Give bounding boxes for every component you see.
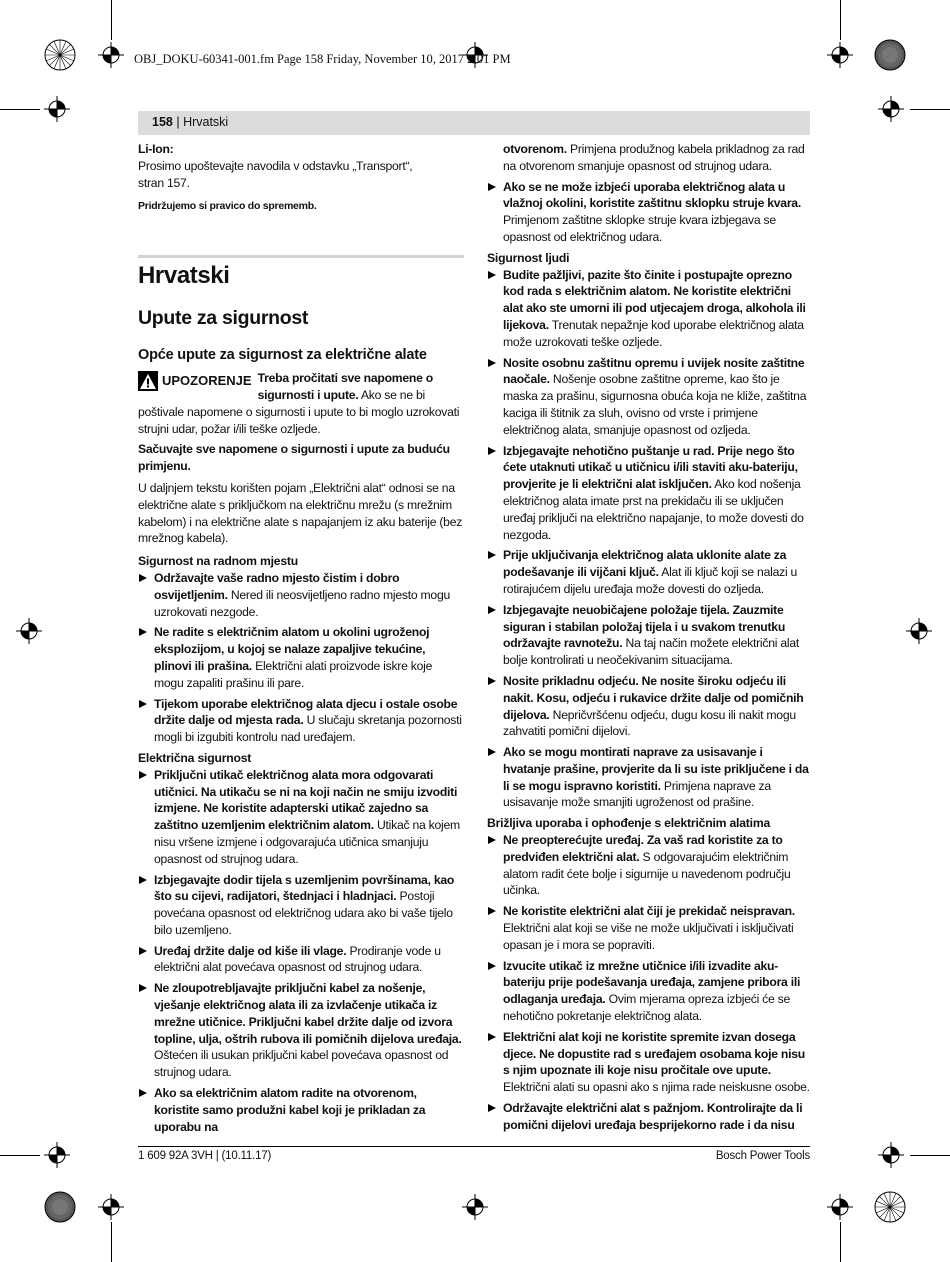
crop-line	[840, 1222, 841, 1262]
list-item: Ne preopterećujte uređaj. Za vaš rad koristite za to predviđen električni alat. S odgovarajućim električnim alatom radit ćete bolje i sigurnije u navedenom području učinka.	[487, 832, 810, 899]
crop-line	[0, 1155, 40, 1156]
bullet-arrow-icon	[488, 606, 496, 614]
page-number: 158	[152, 115, 173, 129]
footer-doc-code: 1 609 92A 3VH | (10.11.17)	[138, 1150, 272, 1162]
warning-bold: Treba pročitati sve napomene o sigurnosti i upute.	[257, 371, 433, 402]
crosshair-top-right	[827, 42, 853, 68]
electrical-title: Električna sigurnost	[138, 750, 252, 765]
bullet-arrow-icon	[139, 628, 147, 636]
people-list	[487, 267, 810, 812]
crop-line	[910, 1155, 950, 1156]
column-left	[138, 141, 464, 1139]
workplace-title: Sigurnost na radnom mjestu	[138, 554, 299, 569]
warning-icon	[138, 371, 158, 391]
bullet-arrow-icon	[488, 962, 496, 970]
crop-line	[111, 0, 112, 40]
term-text: U daljnjem tekstu korišten pojam „Električni alat“ odnosi se na električne alate s priključkom na električnu mrežu (s mrežnim kabelom) i na električne alate s napajanjem iz aku baterije (bez mrežnog kabela).	[138, 480, 463, 546]
crop-line	[910, 109, 950, 110]
list-item: Održavajte vaše radno mjesto čistim i dobro osvijetljenim. Nered ili neosvijetljeno radno mjesto mogu uzrokovati nezgode.	[138, 570, 464, 620]
bullet-arrow-icon	[488, 1104, 496, 1112]
registration-mark-top-right	[873, 38, 907, 72]
list-item: Nosite osobnu zaštitnu opremu i uvijek nosite zaštitne naočale. Nošenje osobne zaštitne opreme, kao što je maska za prašinu, sigurnosna obuća koja ne kliže, zaštitna kaciga ili štitnik za sluh, ovisno od vrste i primjene električnog alata, smanjuje opasnost od ozljeda.	[487, 355, 810, 439]
section-rule	[138, 255, 464, 258]
bullet-arrow-icon	[488, 359, 496, 367]
save-instructions: Sačuvajte sve napomene o sigurnosti i upute za buduću primjenu.	[138, 442, 450, 474]
header-language: Hrvatski	[183, 115, 229, 129]
crosshair-top-left	[98, 42, 124, 68]
list-item: Ako se mogu montirati naprave za usisavanje i hvatanje prašine, provjerite da li su iste priključene i da li se mogu ispravno koristiti. Primjena naprave za usisavanje može smanjiti ugroženost od prašine.	[487, 744, 810, 811]
continued-list	[487, 179, 810, 246]
liion-text: Prosimo upoštevajte navodila v odstavku „Transport“, stran 157.	[138, 158, 413, 190]
list-item: Prije uključivanja električnog alata uklonite alate za podešavanje ili vijčani ključ. Alat ili ključ koji se nalazi u rotirajućem dijelu uređaja može dovesti do ozljeda.	[487, 547, 810, 597]
handling-list	[487, 832, 810, 1134]
subject-to-change: Pridržujemo si pravico do sprememb.	[138, 200, 317, 213]
page-header	[138, 111, 810, 135]
list-item: Električni alat koji ne koristite spremite izvan dosega djece. Ne dopustite rad s uređajem osobama koje nisu s njim upoznate ili koje nisu pročitale ove upute. Električni alati su opasni ako s njima rade neiskusne osobe.	[487, 1029, 810, 1096]
bullet-arrow-icon	[488, 1033, 496, 1041]
workplace-list	[138, 570, 464, 746]
continued-paragraph: otvorenom. Primjena produžnog kabela prikladnog za rad na otvorenom smanjuje opasnost od strujnog udara.	[503, 142, 805, 173]
registration-mark-bottom-right	[873, 1190, 907, 1224]
footer-brand: Bosch Power Tools	[715, 1150, 810, 1162]
people-title: Sigurnost ljudi	[487, 250, 570, 265]
header-separator: |	[172, 115, 184, 129]
crosshair-bottom-center	[462, 1194, 488, 1220]
bullet-arrow-icon	[139, 700, 147, 708]
crop-line	[840, 0, 841, 40]
crop-line	[111, 1222, 112, 1262]
crosshair-bottom-right	[827, 1194, 853, 1220]
warning-label: UPOZORENJE	[162, 372, 252, 388]
warning-block	[138, 370, 464, 437]
list-item: Ne radite s električnim alatom u okolini ugroženoj eksplozijom, u kojoj se nalaze zapaljive tekućine, plinovi ili prašina. Električni alati proizvode iskre koje mogu zapaliti prašinu ili pare.	[138, 624, 464, 691]
list-item: Izbjegavajte neuobičajene položaje tijela. Zauzmite siguran i stabilan položaj tijela i u svakom trenutku održavajte ravnotežu. Na taj način možete električni alat bolje kontrolirati u neočekivanim situacijama.	[487, 602, 810, 669]
crosshair-left-upper	[44, 96, 70, 122]
crosshair-left-lower	[44, 1142, 70, 1168]
footer-rule	[138, 1146, 810, 1147]
list-item: Tijekom uporabe električnog alata djecu i ostale osobe držite dalje od mjesta rada. U slučaju skretanja pozornosti mogli bi izgubiti kontrolu nad uređajem.	[138, 696, 464, 746]
list-item: Ne koristite električni alat čiji je prekidač neispravan. Električni alat koji se više ne može uključivati i isključivati opasan je i mora se popraviti.	[487, 903, 810, 953]
bullet-arrow-icon	[139, 574, 147, 582]
bullet-arrow-icon	[488, 447, 496, 455]
list-item: Izbjegavajte nehotično puštanje u rad. Prije nego što ćete utaknuti utikač u utičnicu i/ili staviti aku-bateriju, provjerite je li električni alat isključen. Ako kod nošenja električnog alata imate prst na prekidaču ili se uključen uređaj priključi na električno napajanje, to može dovesti do nezgoda.	[487, 443, 810, 544]
bullet-arrow-icon	[139, 984, 147, 992]
crosshair-right-middle	[906, 618, 932, 644]
bullet-arrow-icon	[488, 677, 496, 685]
crosshair-right-lower	[878, 1142, 904, 1168]
language-heading: Hrvatski	[138, 262, 230, 290]
liion-title: Li-Ion:	[138, 142, 174, 156]
list-item: Ako se ne može izbjeći uporaba električnog alata u vlažnoj okolini, koristite zaštitnu sklopku struje kvara. Primjenom zaštitne sklopke struje kvara izbjegava se opasnost od električnog udara.	[487, 179, 810, 246]
list-item: Budite pažljivi, pazite što činite i postupajte oprezno kod rada s električnim alatom. Ne koristite električni alat ako ste umorni ili pod utjecajem droga, alkohola ili lijekova. Trenutak nepažnje kod uporabe električnog alata može uzrokovati teške ozljede.	[487, 267, 810, 351]
safety-heading: Upute za sigurnost	[138, 307, 309, 330]
registration-mark-bottom-left	[43, 1190, 77, 1224]
registration-mark-top-left	[43, 38, 77, 72]
list-item: Izvucite utikač iz mrežne utičnice i/ili izvadite aku-bateriju prije podešavanja uređaja, zamjene pribora ili odlaganja uređaja. Ovim mjerama opreza izbjeći će se nehotično pokretanje električnog alata.	[487, 958, 810, 1025]
list-item: Ne zloupotrebljavajte priključni kabel za nošenje, vješanje električnog alata ili za izvlačenje utikača iz mrežne utičnice. Priključni kabel držite dalje od izvora topline, ulja, oštrih rubova ili pomičnih dijelova uređaja. Oštećen ili usukan priključni kabel povećava opasnost od strujnog udara.	[138, 980, 464, 1081]
crosshair-bottom-left	[98, 1194, 124, 1220]
column-right	[487, 141, 810, 1138]
bullet-arrow-icon	[488, 836, 496, 844]
bullet-arrow-icon	[488, 907, 496, 915]
bullet-arrow-icon	[139, 947, 147, 955]
bullet-arrow-icon	[139, 771, 147, 779]
warning-text: Ako se ne bi poštivale napomene o sigurnosti i upute to bi moglo uzrokovati strujni udar, požar i/ili teške ozljede.	[138, 387, 460, 436]
bullet-arrow-icon	[488, 748, 496, 756]
bullet-arrow-icon	[488, 551, 496, 559]
print-info: OBJ_DOKU-60341-001.fm Page 158 Friday, November 10, 2017 2:01 PM	[134, 52, 511, 66]
handling-title: Brižljiva uporaba i ophođenje s električnim alatima	[487, 816, 771, 831]
list-item: Uređaj držite dalje od kiše ili vlage. Prodiranje vode u električni alat povećava opasnost od strujnog udara.	[138, 943, 464, 977]
bullet-arrow-icon	[139, 1089, 147, 1097]
list-item: Ako sa električnim alatom radite na otvorenom, koristite samo produžni kabel koji je prikladan za uporabu na	[138, 1085, 464, 1135]
bullet-arrow-icon	[139, 876, 147, 884]
bullet-arrow-icon	[488, 271, 496, 279]
general-safety-heading: Opće upute za sigurnost za električne alate	[138, 347, 427, 364]
crosshair-left-middle	[16, 618, 42, 644]
warning-badge	[138, 371, 252, 391]
crosshair-right-upper	[878, 96, 904, 122]
list-item: Izbjegavajte dodir tijela s uzemljenim površinama, kao što su cijevi, radijatori, štednjaci i hladnjaci. Postoji povećana opasnost od električnog udara ako bi vaše tijelo bilo uzemljeno.	[138, 872, 464, 939]
electrical-list	[138, 767, 464, 1136]
list-item: Nosite prikladnu odjeću. Ne nosite široku odjeću ili nakit. Kosu, odjeću i rukavice držite dalje od pomičnih dijelova. Nepričvršćenu odjeću, dugu kosu ili nakit mogu zahvatiti pomični dijelovi.	[487, 673, 810, 740]
bullet-arrow-icon	[488, 183, 496, 191]
list-item: Održavajte električni alat s pažnjom. Kontrolirajte da li pomični dijelovi uređaja besprijekorno rade i da nisu	[487, 1100, 810, 1134]
list-item: Priključni utikač električnog alata mora odgovarati utičnici. Na utikaču se ni na koji način ne smiju izvoditi izmjene. Ne koristite adapterski utikač zajedno sa zaštitno uzemljenim električnim alatom. Utikač na kojem nisu vršene izmjene i odgovarajuća utičnica smanjuju opasnost od strujnog udara.	[138, 767, 464, 868]
crop-line	[0, 109, 40, 110]
